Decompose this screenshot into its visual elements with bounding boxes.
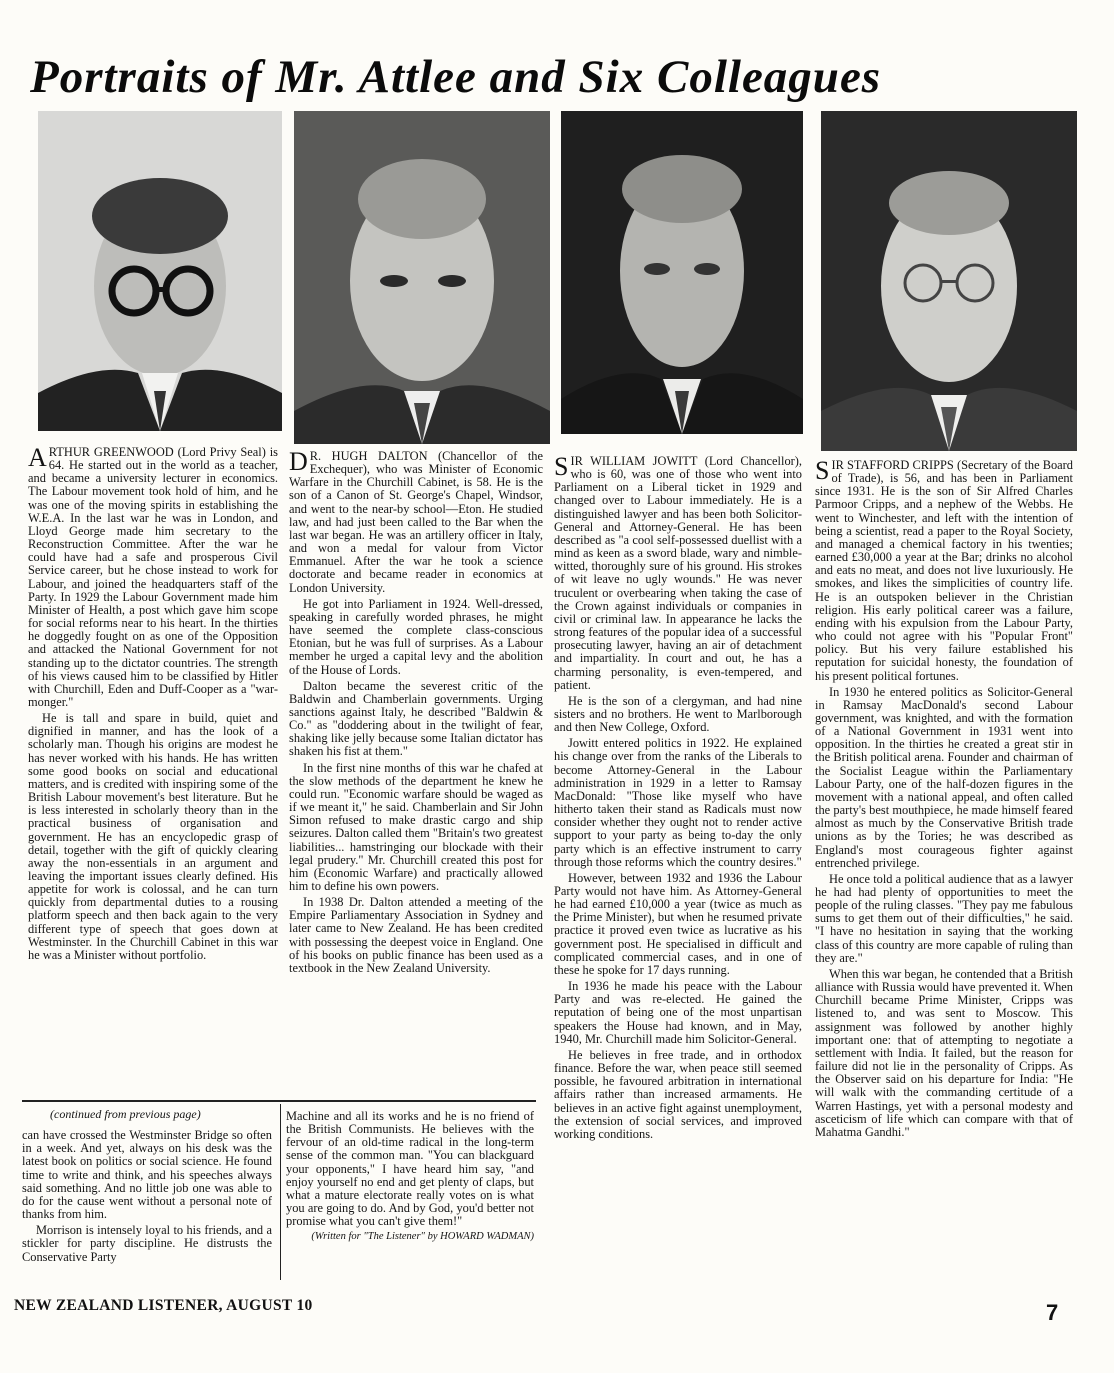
continued-paragraph-1: can have crossed the Westminster Bridge so often in a week. And yet, always on his desk was the latest book on politics or social science. He found time to write and think, and his speeches always said something. And no little job one was able to do for the cause went without a personal note of thanks from him.: [22, 1128, 272, 1222]
column-greenwood: [28, 443, 278, 965]
continued-paragraph-2: Morrison is intensely loyal to his friends, and a stickler for party discipline. He distrusts the Conservative Party: [22, 1223, 272, 1264]
jowitt-paragraph-1: [554, 452, 802, 692]
jowitt-paragraph-6: He believes in free trade, and in orthodox finance. Before the war, when peace still seemed possible, he favoured arbitration in international affairs rather than increased armaments. He believes in an active fight against unemployment, the extension of social services, and improved working conditions.: [554, 1047, 802, 1141]
portrait-greenwood: [38, 111, 282, 431]
continued-paragraph-3: Machine and all its works and he is no friend of the British Communists. He believes with the fervour of an old-time radical in the long-term sense of the common man. "You can blackguard your opponents," I have heard him say, "and enjoy yourself no end and get plenty of claps, but what a mature electorate really votes on is what you are going to do. And by God, you'd better not promise what you can't give them!": [286, 1109, 534, 1229]
jowitt-paragraph-3: Jowitt entered politics in 1922. He explained his change over from the ranks of the Liberals to become Attorney-General in the Labour administration in 1929 in a letter to Ramsay MacDonald: "Those like myself who have hitherto taken their stand as Radicals must now consider whether they ought not to render active support to your party as being to-day the only party which is an effective instrument to carry through those reforms which the country desires.": [554, 736, 802, 869]
cripps-dropcap: S: [815, 456, 830, 485]
dalton-dropcap: D: [289, 447, 308, 476]
jowitt-text-1: IR WILLIAM JOWITT (Lord Chancellor), who is 60, was one of those who went into Parliament on a Liberal ticket in 1929 and changed over to Labour immediately. He is a distinguished lawyer and has been both Solicitor-General and Attorney-General. He has been described as "a cool self-possessed duellist with a mind as keen as a sword blade, wary and nimble-witted, thoroughly sure of his ground. His strokes of wit leave no ugly wounds." He was never truculent or overbearing when taking the case of the Crown against individuals or companies in civil or criminal law. In appearance he lacks the strong features of the popular idea of a successful prosecuting lawyer, having an air of detachment and impartiality. In court and out, he has a charming personality, is even-tempered, and patient.: [554, 454, 802, 692]
dalton-paragraph-2: He got into Parliament in 1924. Well-dressed, speaking in carefully worded phrases, he might have seemed the complete class-conscious Etonian, but he was full of surprises. As a Labour member he urged a capital levy and the abolition of the House of Lords.: [289, 596, 543, 677]
portrait-jowitt-image: [561, 111, 803, 434]
jowitt-paragraph-5: In 1936 he made his peace with the Labour Party and was re-elected. He gained the reputation of being one of the most unpartisan speakers the House had known, and in May, 1940, Mr. Churchill made him Solicitor-General.: [554, 979, 802, 1046]
greenwood-paragraph-2: He is tall and spare in build, quiet and dignified in manner, and has the look of a scholarly man. Though his origins are modest he has never worked with his hands. He has written some good books on social and educational matters, and is credited with inspiring some of the British Labour movement's best literature. But he is less interested in scholarly theory than in the practical business of organisation and government. He has an encyclopedic grasp of detail, together with the gift of quickly clearing away the non-essentials in an argument and leaving the important issues clearly defined. His appetite for work is colossal, and he can turn quickly from departmental duties to a rousing platform speech and then back again to the very different type of speech that goes down at Westminster. In the Churchill Cabinet in this war he was a Minister without portfolio.: [28, 711, 278, 962]
greenwood-dropcap: A: [28, 443, 47, 472]
column-continued-right: [286, 1110, 534, 1246]
portrait-jowitt: [561, 111, 803, 434]
jowitt-paragraph-2: He is the son of a clergyman, and had nine sisters and no brothers. He went to Marlborough and then New College, Oxford.: [554, 693, 802, 735]
greenwood-text-1: RTHUR GREENWOOD (Lord Privy Seal) is 64. He started out in the world as a teacher, and became a university lecturer in economics. The Labour movement took hold of him, and he was one of the moving spirits in establishing the W.E.A. In the last war he was in London, and Lloyd George made him secretary to the Reconstruction Committee. After the war he could have had a safe and prosperous Civil Service career, but he chose instead to work for Labour, and joined the headquarters staff of the Party. In 1929 the Labour Government made him Minister of Health, a post which gave him scope for social reforms near to his heart. In the thirties he doggedly fought on as one of the Opposition and attacked the National Government for not standing up to the dictator countries. The strength of his views caused him to be classified by Hitler with Churchill, Eden and Duff-Cooper as a "war-monger.": [28, 445, 278, 709]
page-headline: Portraits of Mr. Attlee and Six Colleagues: [30, 51, 882, 103]
portrait-dalton-image: [294, 111, 550, 444]
jowitt-paragraph-4: However, between 1932 and 1936 the Labour Party would not have him. As Attorney-General he had earned £10,000 a year (twice as much as the Prime Minister), but when he resumed private practice it proved even twice as lucrative as his government post. He specialised in difficult and complicated commercial cases, and in one of these he spoke for 17 days running.: [554, 870, 802, 977]
publication-footer: NEW ZEALAND LISTENER, AUGUST 10: [14, 1297, 313, 1314]
portrait-cripps: [821, 111, 1077, 451]
greenwood-paragraph-1: [28, 443, 278, 709]
cripps-paragraph-2: In 1930 he entered politics as Solicitor-General in Ramsay MacDonald's second Labour government, was knighted, and with the formation of a National Government in 1931 went into opposition. In the thirties he created a great stir in the British political arena. Founder and chairman of the Socialist League within the Parliamentary Labour Party, one of the half-dozen figures in the movement with a national appeal, and often called the party's best mouthpiece, he made himself feared almost as much by the Conservative British trade unions as by the Tories; he was described as England's most courageous fighter against entrenched privilege.: [815, 684, 1073, 870]
column-cripps: [815, 456, 1073, 1142]
column-continued-left: [22, 1108, 272, 1267]
dalton-text-1: R. HUGH DALTON (Chancellor of the Exchequer), who was Minister of Economic Warfare in the Churchill Cabinet, is 58. He is the son of a Canon of St. George's Chapel, Windsor, and went to the near-by school—Eton. He studied law, and had just been called to the Bar when the last war began. He was an artillery officer in Italy, and won a medal for valour from Victor Emmanuel. After the war he took a science doctorate and became reader in economics at London University.: [289, 449, 543, 595]
cripps-paragraph-4: When this war began, he contended that a British alliance with Russia would have prevented it. When Churchill became Prime Minister, Cripps was listened to, and was sent to Moscow. This assignment was followed by another highly important one: that of attempting to negotiate a settlement with India. It failed, but the reason for failure did not lie in the personality of Cripps. As the Observer said on his departure for India: "He will walk with the commanding certitude of a Warren Hastings, yet with a personal modesty and asceticism of life which can compare with that of Mahatma Gandhi.": [815, 966, 1073, 1139]
column-dalton: [289, 447, 543, 978]
dalton-paragraph-4: In the first nine months of this war he chafed at the slow methods of the department he knew he could run. "Economic warfare should be waged as if we meant it," he said. Chamberlain and Sir John Simon refused to make drastic cargo and ship seizures. Dalton called them "Britain's two greatest liabilities... hamstringing our blockade with their legal prudery." Mr. Churchill created this post for him (Economic Warfare) and practically allowed him to define his own powers.: [289, 760, 543, 893]
dalton-paragraph-1: [289, 447, 543, 595]
continued-section-rule: [22, 1100, 536, 1102]
column-jowitt: [554, 452, 802, 1144]
continued-column-divider: [280, 1104, 281, 1280]
portrait-dalton: [294, 111, 550, 444]
portrait-cripps-image: [821, 111, 1077, 451]
jowitt-dropcap: S: [554, 452, 569, 481]
cripps-paragraph-3: He once told a political audience that as a lawyer he had had plenty of opportunities to meet the people of the ruling classes. "They pay me fabulous sums to get them out of their difficulties," he said. "I have no hesitation in saying that the working class of this country are more capable of ruling than they are.": [815, 871, 1073, 965]
cripps-paragraph-1: [815, 456, 1073, 683]
continued-note: (continued from previous page): [50, 1107, 201, 1121]
dalton-paragraph-3: Dalton became the severest critic of the Baldwin and Chamberlain governments. Urging sanctions against Italy, he described "Baldwin & Co." as "doddering about in the twilight of fear, shaking like jelly because some Italian dictator has shaken his fist at them.": [289, 678, 543, 759]
cripps-text-1: IR STAFFORD CRIPPS (Secretary of the Board of Trade), is 56, and has been in Parliament since 1931. He is the son of Sir Alfred Charles Parmoor Cripps, and a nephew of the Webbs. He went to Winchester, and left with the intention of being a scientist, read a paper to the Royal Society, and managed a chemical factory in his twenties; earned £30,000 a year at the Bar; drinks no alcohol and eats no meat, and does not live luxuriously. He smokes, and likes the simplicities of country life. He is an outspoken believer in the Christian religion. His early political career was a failure, ending with his expulsion from the Labour Party, who could not agree with his "Popular Front" policy. But his very failure established his reputation for suicidal honesty, the foundation of his present political fortunes.: [815, 458, 1073, 683]
article-credit: (Written for "The Listener" by HOWARD WADMAN): [311, 1231, 534, 1243]
portrait-greenwood-image: [38, 111, 282, 431]
page-number: 7: [1046, 1300, 1059, 1325]
dalton-paragraph-5: In 1938 Dr. Dalton attended a meeting of the Empire Parliamentary Association in Sydney and later came to New Zealand. He has been credited with possessing the deepest voice in England. One of his books on public finance has been used as a textbook in the New Zealand University.: [289, 895, 543, 975]
